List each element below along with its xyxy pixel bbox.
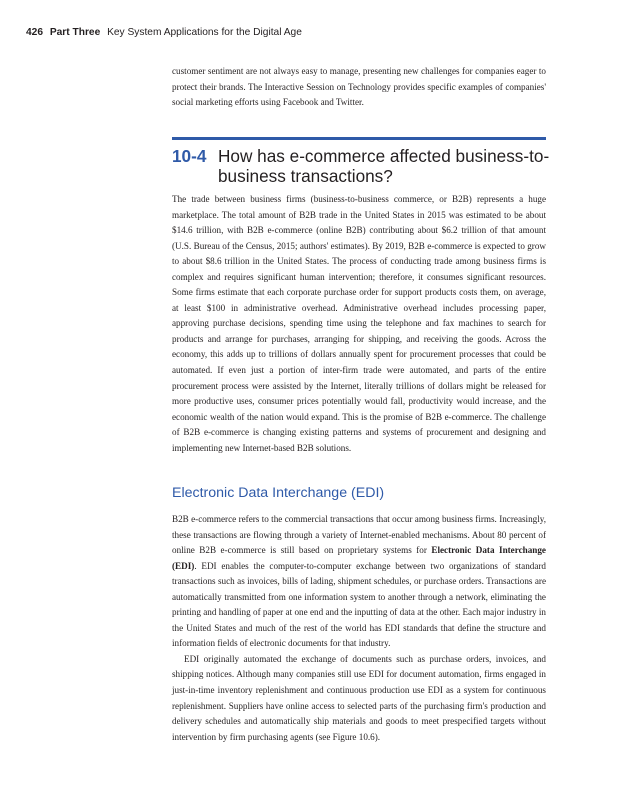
edi-para1-after: . EDI enables the computer-to-computer exchange between two organizations of standard transactions such as invoices, bills of lading, shipment schedules, or purchase orders. Transactions are automatically transmitted from one information system to another through a network, eliminating the printing and handling of paper at one end and the inputting of data at the other. Each major industry in the United States and much of the rest of the world has EDI standards that define the structure and information fields of electronic documents for that industry. [172,560,546,649]
edi-paragraph-1 [172,512,546,652]
edi-key-term: Electronic Data Interchange (EDI) [172,545,546,571]
section-divider [172,137,546,140]
intro-text-block [172,64,546,111]
subsection-title: Electronic Data Interchange (EDI) [172,485,385,501]
section-number: 10-4 [172,146,207,166]
part-label: Part Three [49,27,101,38]
section-text-block [172,192,546,456]
edi-para1-before: B2B e-commerce refers to the commercial transactions that occur among business firms. Increasingly, these transactions are flowing through a variety of Internet-enabled mechanisms. About 80 percent of online B2B e-commerce is still based on proprietary systems for [172,514,546,556]
page-number: 426 [26,27,43,38]
section-paragraph: The trade between business firms (business-to-business commerce, or B2B) represents a huge marketplace. The total amount of B2B trade in the United States in 2015 was estimated to be about $14.6 trillion, with B2B e-commerce (online B2B) contributing about $6.2 trillion of that amount (U.S. Bureau of the Census, 2015; authors' estimates). By 2019, B2B e-commerce is expected to grow to about $8.6 trillion in the United States. The process of conducting trade among business firms is complex and requires significant human intervention; therefore, it consumes significant resources. Some firms estimate that each corporate purchase order for support products costs them, on average, at least $100 in administrative overhead. Administrative overhead includes processing paper, approving purchase decisions, spending time using the telephone and fax machines to search for products and arrange for purchases, arranging for shipping, and receiving the goods. Across the economy, this adds up to trillions of dollars annually spent for procurement processes that could be automated. If even just a portion of inter-firm trade were automated, and parts of the entire procurement process were assisted by the Internet, literally trillions of dollars might be released for more productive uses, consumer prices potentially would fall, productivity would increase, and the economic wealth of the nation would expand. This is the promise of B2B e-commerce. The challenge of B2B e-commerce is changing existing patterns and systems of procurement and designing and implementing new Internet-based B2B solutions. [172,194,546,453]
subsection-text-block [172,512,546,745]
section-title: How has e-commerce affected business-to-business transactions? [218,146,550,186]
part-title: Key System Applications for the Digital Age [107,27,302,38]
edi-paragraph-2: EDI originally automated the exchange of documents such as purchase orders, invoices, and shipping notices. Although many companies still use EDI for document automation, firms engaged in just-in-time inventory replenishment and continuous production use EDI as a system for continuous replenishment. Suppliers have online access to selected parts of the purchasing firm's production and delivery schedules and automatically ship materials and goods to meet prespecified targets without intervention by firm purchasing agents (see Figure 10.6). [172,653,546,742]
intro-paragraph: customer sentiment are not always easy to manage, presenting new challenges for companies eager to protect their brands. The Interactive Session on Technology provides specific examples of companies' social marketing efforts using Facebook and Twitter. [172,66,546,108]
running-head [26,27,302,38]
section-heading [172,147,552,186]
